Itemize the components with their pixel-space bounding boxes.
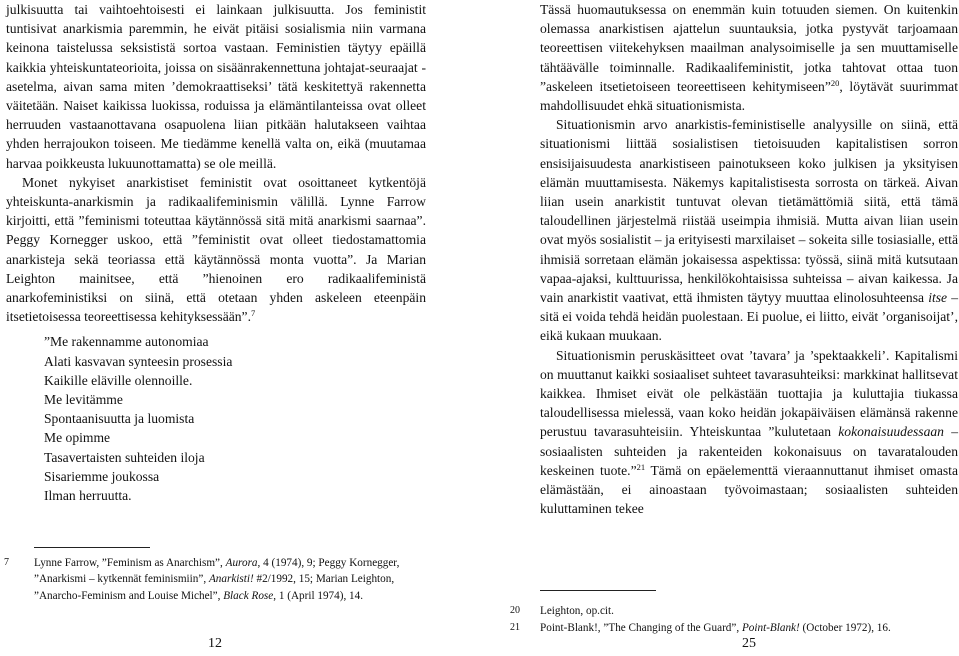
- text-run: , 4 (1974), 9; Peggy Kornegger, ”Anarkismi – kytkennät feminismiin”,: [34, 557, 400, 586]
- footnote-separator: [540, 590, 656, 591]
- text-run: Situationismin arvo anarkistis-feministiselle analyysille on siinä, että situationismi liittää sosialistisen tietoisuuden kapitalistisen sorron ensisijaisuudesta anarkistiseen painotukseen koko julkisen ja yksityisen elämän muuttamisesta. Näkemys kapitalistisesta sorrosta on tärkeä. Aivan liian usein anarkistit tuntuvat olevan tietämättömiä siitä, että tämä taloudellinen järjestelmä riistää useimpia ihmisiä. Mutta aivan liian usein ovat myös sosialistit – ja erityisesti marxilaiset – sokeita sille tosiasialle, että ihmisiä sorretaan elämän jokaisessa aspektissa: työssä, siinä mitä kutsutaan vapaa-ajaksi, kulttuurissa, henkilökohtaisissa suhteissa – aivan kaikessa. Ja vain anarkistit vaativat, että ihmisten täytyy muuttaa elinolosuhteensa: [540, 117, 958, 306]
- footnote-ref-7[interactable]: 7: [251, 308, 256, 319]
- footnote-separator: [34, 547, 150, 548]
- text-run: Tässä huomautuksessa on enemmän kuin totuuden siemen. On kuitenkin olemassa anarkistisen ajattelun suuntauksia, jotka pystyvät tarjoamaan teoreettisen viitekehyksen maailman analysoimiselle ja sen muuttamiselle tähtäävälle toiminnalle. Radikaalifeministit, jotka tahtovat ottaa tuon ”askeleen itsetietoiseen teoreettiseen kehitymiseen”: [540, 2, 958, 94]
- footnote-number: 21: [510, 622, 520, 633]
- italic-text: itse: [928, 290, 948, 306]
- left-text-column: [6, 0, 426, 505]
- left-paragraph-2-text: Monet nykyiset anarkistiset feministit ovat osoittaneet kytkentöjä yhteiskunta-anarkismin ja radikaalifeminismin välillä. Lynne Farrow kirjoitti, että ”feminismi toteuttaa käytännössä sitä mitä anarkismi saarnaa”. Peggy Kornegger uskoo, että ”feministit ovat olleet tiedostamattomia anarkisteja sekä teoriassa että käytännössä monta vuotta”. Ja Marian Leighton mainitsee, että ”hienoinen ero radikaalifeministä anarkofeministiksi on siinä, että otetaan yhden askeleen eteenpäin itsetietoisessa teoreettisessa kehityksessään”.: [6, 174, 426, 325]
- right-text-column: [540, 0, 958, 518]
- text-run: – sitä ei voida tehdä heidän puolestaan. Ei puolue, ei liitto, eivät ’organisoijat’, eikä kukaan muukaan.: [540, 290, 958, 344]
- right-paragraph-3: [540, 346, 958, 519]
- footnote-text: [540, 605, 614, 617]
- poem-line: ”Me rakennamme autonomiaa: [44, 334, 209, 350]
- right-paragraph-2: [540, 115, 958, 345]
- footnote-text: [34, 557, 399, 602]
- footnote-number: 7: [4, 557, 9, 568]
- italic-text: kokonaisuudessaan: [838, 424, 944, 440]
- italic-text: Anarkisti!: [208, 573, 254, 586]
- text-run: Leighton, op.cit.: [540, 605, 614, 617]
- footnote-21: [510, 620, 958, 636]
- italic-text: Aurora: [225, 557, 258, 569]
- poem-line: Kaikille eläville olennoille.: [44, 372, 193, 388]
- italic-text: Black Rose: [223, 589, 274, 602]
- poem-line: Ilman herruutta.: [44, 488, 132, 504]
- text-run: , 1 (April 1974), 14.: [273, 589, 364, 602]
- italic-text: Point-Blank!: [741, 622, 800, 634]
- right-paragraph-1: [540, 0, 958, 115]
- poem-line: Me opimme: [44, 430, 111, 446]
- poem-line: Spontaanisuutta ja luomista: [44, 411, 195, 427]
- text-run: , löytävät suurimmat mahdollisuudet ehkä situationismista.: [540, 78, 958, 114]
- footnote-number: 20: [510, 605, 520, 616]
- text-run: Tämä on epäelementtä vieraannuttanut ihmiset omasta elämästään, ei ainoastaan työvoimastaan; sosiaalisten suhteiden kuluttaminen tekee: [540, 462, 958, 517]
- left-paragraph-2: [6, 173, 426, 327]
- poem-line: Tasavertaisten suhteiden iloja: [44, 449, 205, 465]
- right-page: [480, 0, 959, 656]
- footnote-ref[interactable]: 21: [636, 461, 646, 472]
- left-paragraph-1: [6, 0, 426, 173]
- text-run: – sosiaalisten suhteiden ja rakenteiden kokonaisuus on tavaratalouden keskeinen tuote.”: [540, 424, 958, 478]
- text-run: Point-Blank!, ”The Changing of the Guard”,: [540, 622, 742, 634]
- page-number-left: 12: [208, 636, 222, 651]
- text-run: Situationismin peruskäsitteet ovat ’tavara’ ja ’spektaakkeli’. Kapitalismi on muuttanut kaikki sosiaaliset suhteet tavarasuhteiksi: markkinat hallitsevat kaikkea. Ihmiset eivät ole pelkästään tuottajia ja kuluttajia tiukassa taloudellisessa mielessä, vaan koko heidän jokapäiväisen elämänsä rakenne perustuu tavarasuhteisiin. Yhteiskuntaa ”kulutetaan: [540, 347, 958, 440]
- poem-line: Me levitämme: [44, 392, 123, 408]
- poem: [44, 332, 426, 505]
- footnote-7: [4, 555, 424, 604]
- text-run: #2/1992, 15; Marian Leighton, ”Anarcho-Feminism and Louise Michel”,: [34, 573, 395, 602]
- footnote-ref[interactable]: 20: [830, 77, 840, 88]
- footnote-text: [540, 622, 891, 634]
- left-paragraph-1-text: julkisuutta tai vaihtoehtoisesti ei lainkaan julkisuutta. Jos feministit tuntisivat anarkismia paremmin, he eivät pitäisi sosialismia niin varmana keinona taistelussa seksististä sortoa vastaan. Feministien täytyy epäillä kaikkia yhteiskuntateorioita, joissa on sisäänrakennettuna johtajat-seuraajat -asetelma, aivan sama miten ’demokraattiseksi’ tätä keskitettyä rakennetta väitetään. Naiset kaikissa luokissa, roduissa ja elämäntilanteissa ovat olleet herruuden vastaanottavana osapuolena liian pitkään halutakseen vaihtaa yhden herrajoukon toiseen. Me tiedämme kenellä valta on, eikä (muutamaa harvaa poikkeusta lukuunottamatta) se ole meillä.: [6, 2, 426, 171]
- text-run: Lynne Farrow, ”Feminism as Anarchism”,: [34, 557, 226, 569]
- poem-line: Alati kasvavan synteesin prosessia: [44, 353, 233, 369]
- poem-line: Sisariemme joukossa: [44, 468, 160, 484]
- page-number-right: 25: [742, 636, 756, 651]
- footnote-20: [510, 603, 958, 619]
- text-run: (October 1972), 16.: [799, 622, 891, 634]
